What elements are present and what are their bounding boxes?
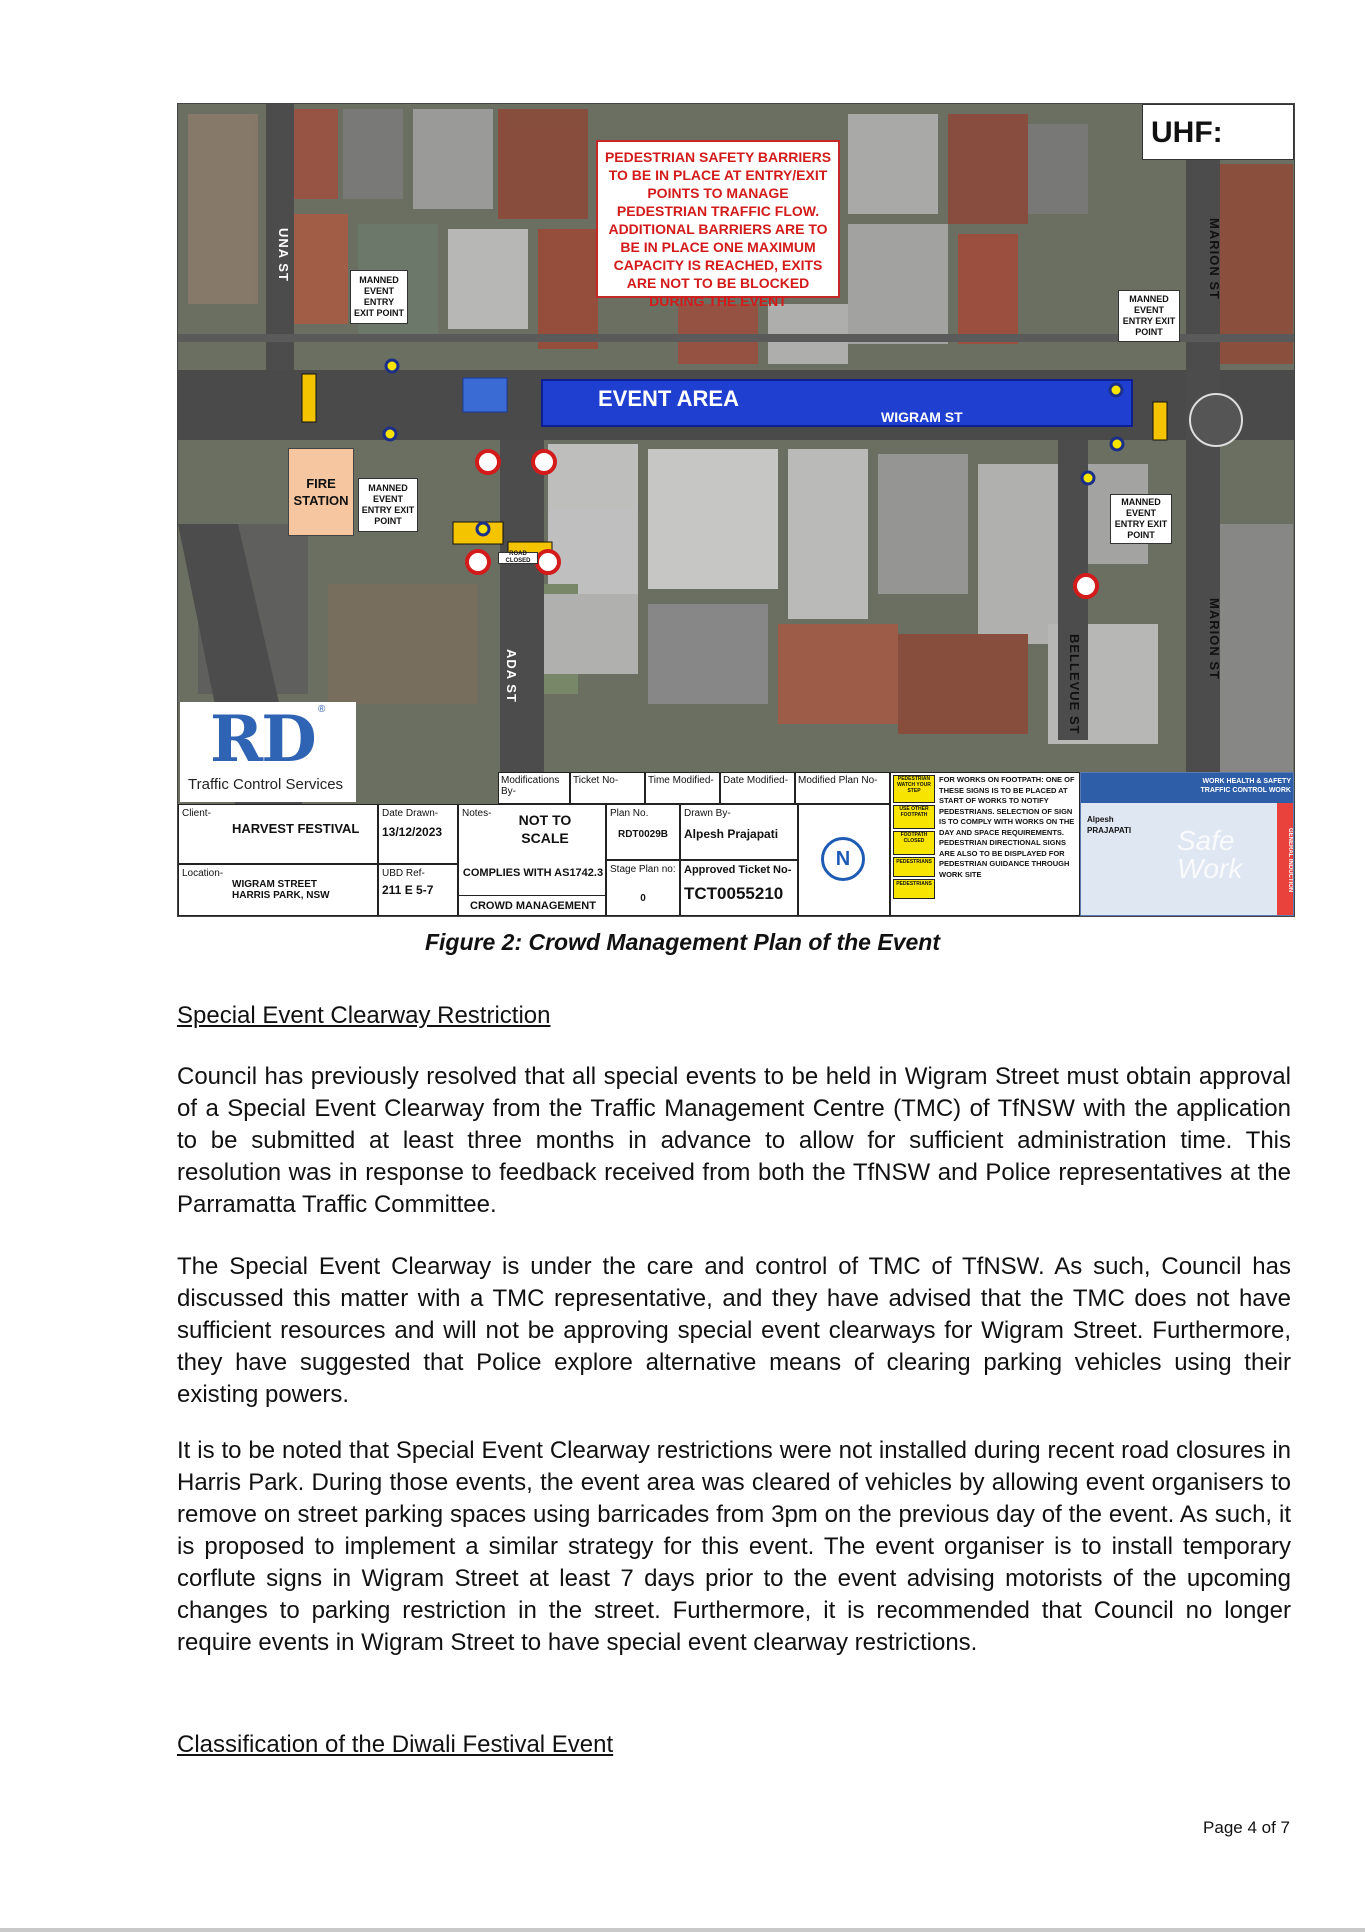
manned-entry-sign-east: MANNED EVENT ENTRY EXIT POINT [1118, 290, 1180, 342]
induction-card-side-strip: GENERAL INDUCTION [1277, 803, 1293, 916]
sign-use-other-footpath: USE OTHER FOOTPATH [893, 805, 935, 829]
tb-date-drawn-value: 13/12/2023 [382, 825, 443, 839]
tb-stage-label: Stage Plan no: [610, 864, 676, 875]
footpath-notes: FOR WORKS ON FOOTPATH: ONE OF THESE SIGNS IS TO BE PLACED AT START OF WORKS TO NOTIFY PEDESTRIANS. SELECTION OF SIGN IS TO COMPLY WITH WORKS ON THE DAY AND SPACE REQUIREMENTS. PEDESTRIAN DIRECTIONAL SIGNS ARE ALSO TO BE DISPLAYED FOR PEDESTRIAN GUIDANCE THROUGH WORK SITE [939, 775, 1075, 879]
tb-location-label: Location- [182, 868, 224, 879]
logo-subtitle: Traffic Control Services [188, 776, 344, 793]
page-bottom-edge [0, 1928, 1365, 1932]
sign-watch-step: PEDESTRIAN WATCH YOUR STEP [893, 775, 935, 803]
tb-ticket-no: Ticket No- [570, 772, 645, 804]
tb-time-modified: Time Modified- [645, 772, 720, 804]
tb-date-drawn-label: Date Drawn- [382, 808, 439, 819]
induction-card-name-2: PRAJAPATI [1087, 826, 1132, 835]
tb-stage-value: 0 [640, 893, 646, 904]
tb-client-value: HARVEST FESTIVAL [232, 821, 360, 836]
tb-plan-no-value: RDT0029B [617, 829, 669, 840]
marion-street-label-south: MARION ST [1207, 598, 1222, 680]
manned-entry-sign-west: MANNED EVENT ENTRY EXIT POINT [350, 270, 408, 324]
marion-street-label-north: MARION ST [1207, 218, 1222, 300]
manned-entry-sign-southeast: MANNED EVENT ENTRY EXIT POINT [1110, 494, 1172, 544]
rd-traffic-logo [180, 702, 356, 802]
tb-modifications-by: Modifications By- [498, 772, 570, 804]
figure-caption: Figure 2: Crowd Management Plan of the Event [424, 929, 940, 955]
tb-stage-cell [606, 860, 680, 916]
heading-clearway: Special Event Clearway Restriction [177, 1002, 551, 1029]
pedestrian-barrier-notice: PEDESTRIAN SAFETY BARRIERS TO BE IN PLACE AT ENTRY/EXIT POINTS TO MANAGE PEDESTRIAN TRAFFIC FLOW. ADDITIONAL BARRIERS ARE TO BE IN PLACE ONE MAXIMUM CAPACITY IS REACHED, EXITS ARE NOT TO BE BLOCKED DURING THE EVENT [596, 140, 840, 298]
logo-registered-mark: ® [318, 704, 326, 715]
tb-drawn-by-label: Drawn By- [684, 808, 731, 819]
tb-location-line2: HARRIS PARK, NSW [232, 890, 330, 901]
tb-date-drawn-cell [378, 804, 458, 864]
page-number: Page 4 of 7 [1203, 1818, 1290, 1837]
tb-drawn-by-cell [680, 804, 798, 860]
sign-pedestrians-right: PEDESTRIANS [893, 879, 935, 899]
tb-notes-cell [458, 804, 606, 916]
tb-approved-cell [680, 860, 798, 916]
tb-ubd-label: UBD Ref- [382, 868, 425, 879]
uhf-label: UHF: [1142, 104, 1294, 160]
tb-date-modified: Date Modified- [720, 772, 795, 804]
tb-plan-no-cell [606, 804, 680, 860]
paragraph-clearway-2: The Special Event Clearway is under the care and control of TMC of TfNSW. As such, Council has discussed this matter with a TMC representative, and they have advised that the TMC does not have sufficient resources and will not be approving special event clearways for Wigram Street. Furthermore, they have suggested that Police explore alternative means of clearing parking vehicles using their existing powers. [177, 1253, 1291, 1408]
paragraph-clearway-1: Council has previously resolved that all special events to be held in Wigram Street must obtain approval of a Special Event Clearway from the Traffic Management Centre (TMC) of TfNSW with the application to be submitted at least three months in advance to allow for sufficient administration time. This resolution was in response to feedback received from both the TfNSW and Police representatives at the Parramatta Traffic Committee. [177, 1063, 1291, 1218]
north-arrow-letter: N [835, 847, 851, 870]
tb-client-label: Client- [182, 808, 211, 819]
tb-drawn-by-value: Alpesh Prajapati [684, 827, 779, 841]
fire-station-label: FIRE STATION [288, 448, 354, 536]
sign-pedestrians-left: PEDESTRIANS [893, 857, 935, 877]
sign-footpath-closed: FOOTPATH CLOSED [893, 831, 935, 855]
tb-crowd-management: CROWD MANAGEMENT [459, 895, 606, 912]
una-street-label: UNA ST [276, 228, 291, 282]
tb-ubd-value: 211 E 5-7 [382, 883, 434, 897]
tb-notes-label: Notes- [462, 808, 492, 819]
paragraph-clearway-3: It is to be noted that Special Event Clearway restrictions were not installed during recent road closures in Harris Park. During those events, the event area was cleared of vehicles by allowing event organisers to remove on street parking spaces using barricades from 3pm on the previous day of the event. As such, it is proposed to implement a similar strategy for this event. The event organiser is to install temporary corflute signs in Wigram Street at least 7 days prior to the event advising motorists of the upcoming changes to parking restriction in the street. Furthermore, it is recommended that Council no longer require events in Wigram Street to have special event clearway restrictions. [177, 1437, 1291, 1656]
tb-plan-no-label: Plan No. [610, 808, 649, 819]
induction-card-watermark: Safe Work [1177, 825, 1243, 884]
tb-complies: COMPLIES WITH AS1742.3 [462, 867, 604, 879]
tb-client-cell [178, 804, 378, 864]
event-area-label: EVENT AREA [598, 386, 739, 411]
tb-modified-plan-no: Modified Plan No- [795, 772, 890, 804]
footpath-sign-stack [893, 775, 935, 899]
induction-card-title: WORK HEALTH & SAFETY TRAFFIC CONTROL WORK [1200, 778, 1291, 794]
tb-not-to-scale: NOT TO SCALE [518, 812, 572, 846]
tb-north-cell [798, 804, 890, 916]
induction-card [1080, 772, 1294, 916]
ada-street-label: ADA ST [504, 649, 519, 703]
tb-location-line1: WIGRAM STREET [232, 879, 317, 890]
tb-ubd-cell [378, 864, 458, 916]
manned-entry-sign-southwest: MANNED EVENT ENTRY EXIT POINT [358, 478, 418, 532]
footpath-signs-panel [890, 772, 1080, 916]
logo-rd-text: RD [210, 702, 315, 777]
crowd-management-plan-figure [177, 103, 1295, 917]
north-arrow-icon [821, 837, 865, 881]
induction-card-name-1: Alpesh [1087, 815, 1114, 824]
bellevue-street-label: BELLEVUE ST [1067, 634, 1082, 735]
tb-approved-label: Approved Ticket No- [684, 864, 792, 876]
tb-approved-value: TCT0055210 [684, 884, 784, 903]
heading-classification: Classification of the Diwali Festival Event [177, 1731, 614, 1758]
road-closed-sign: ROAD CLOSED [498, 552, 538, 564]
wigram-street-label: WIGRAM ST [881, 409, 963, 425]
tb-location-cell [178, 864, 378, 916]
